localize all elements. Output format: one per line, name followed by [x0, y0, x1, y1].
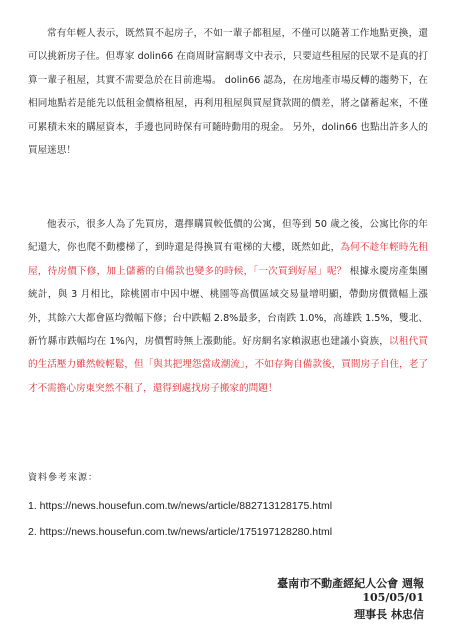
paragraph-analysis — [28, 213, 428, 400]
paragraph-analysis-text-c: 根據永慶房產集團統計，與 3 月相比，除桃園市中因中壢、桃園等高價區域交易量增明顯，帶動房價微幅上漲外，其餘六大都會區均微幅下修；台中跌幅 2.8%最多，台南跌 1.0%，高雄跌 1.5%，雙北、新竹縣市跌幅均在 1%內，房價暫時無上漲動能。好房網名家賴淑惠也建議小資族， — [28, 265, 428, 348]
reference-link-2[interactable]: 2. https://news.housefun.com.tw/news/article/175197128280.html — [28, 526, 333, 538]
highlight-text-advice: 以租代買的生活壓力雖然較輕鬆，但「與其把埋怨當成潮流」，不如存夠自備款後，買間房子自住，老了才不需擔心房東突然不租了，還得到處找房子搬家的問題！ — [28, 336, 428, 394]
signature-name: 理事長 林忠信 — [354, 608, 424, 621]
paragraph-intro-text: 常有年輕人表示，既然買不起房子，不如一輩子都租屋，不僅可以隨著工作地點更換，還可以挑新房子住。但專家 dolin66 在商周財富網專文中表示，只要這些租屋的民眾不是真的打算一輩子租屋，其實不需要急於在目前進場。 dolin66 認為，在房地產市場反轉的趨勢下，在相同地點若是能先以低租金價格租屋，再利用租屋與買屋貸款間的價差，將之儲蓄起來，不僅可累積未來的購屋資本，手邊也同時保有可隨時動用的現金。 另外，dolin66 也點出許多人的買屋迷思！ — [28, 28, 428, 157]
paragraph-intro — [28, 22, 428, 162]
signature-organization: 臺南市不動產經紀人公會 週報 — [277, 577, 424, 590]
references-label: 資料參考來源： — [28, 473, 99, 483]
highlight-text-question: 為何不趁年輕時先租屋，待房價下修，加上儲蓄的自備款也變多的時候，「一次買到好屋」呢？ — [28, 242, 429, 277]
reference-link-1[interactable]: 1. https://news.housefun.com.tw/news/article/882713128175.html — [28, 500, 333, 512]
signature-date: 105/05/01 — [362, 591, 424, 604]
paragraph-analysis-text-a: 他表示，很多人為了先買房，選擇購買較低價的公寓，但等到 50 歲之後，公寓比你的年紀還大，你也爬不動樓梯了，到時還是得換買有電梯的大樓，既然如此， — [28, 219, 428, 254]
